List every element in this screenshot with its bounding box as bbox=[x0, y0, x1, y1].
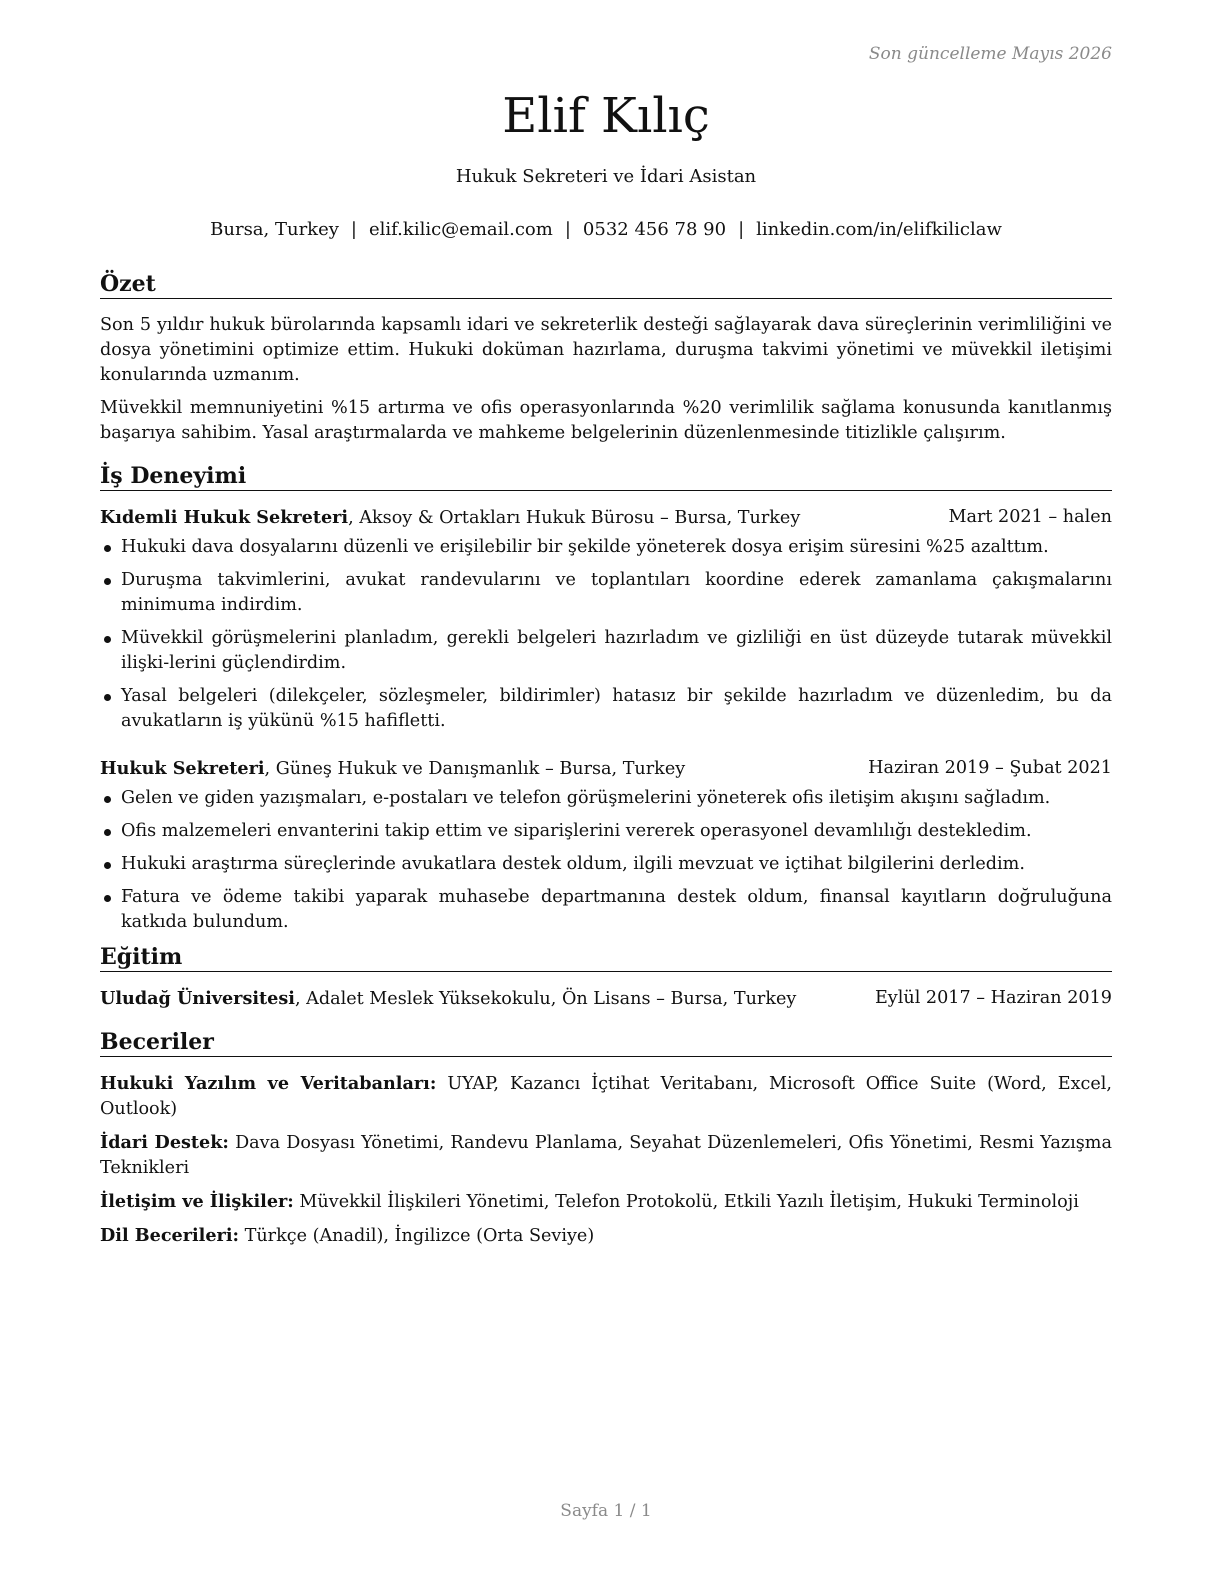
education-dates: Eylül 2017 – Haziran 2019 bbox=[874, 988, 1112, 1008]
resume-page bbox=[100, 0, 1112, 1584]
skills-label: Hukuki Yazılım ve Veritabanları: bbox=[100, 1073, 437, 1094]
contact-phone[interactable]: 0532 456 78 90 bbox=[582, 219, 727, 240]
contact-separator: | bbox=[564, 219, 571, 240]
job-title-line bbox=[100, 505, 800, 531]
candidate-title: Hukuk Sekreteri ve İdari Asistan bbox=[455, 166, 757, 187]
education-line bbox=[100, 986, 796, 1012]
job-bullet: Ofis malzemeleri envanterini takip ettim ve siparişlerini vererek operasyonel devamlılığı destekledim. bbox=[100, 819, 1112, 844]
job-organization: , Güneş Hukuk ve Danışmanlık – Bursa, Turkey bbox=[264, 759, 686, 779]
job-bullet: Gelen ve giden yazışmaları, e-postaları ve telefon görüşmelerini yöneterek ofis iletişim akışını sağladım. bbox=[100, 786, 1112, 811]
job-bullet: Hukuki dava dosyalarını düzenli ve erişilebilir bir şekilde yöneterek dosya erişim süresini %25 azalttım. bbox=[100, 535, 1112, 560]
job-bullets bbox=[100, 786, 1112, 935]
summary-paragraph: Müvekkil memnuniyetini %15 artırma ve ofis operasyonlarında %20 verimlilik sağlama konusunda kanıtlanmış başarıya sahibim. Yasal araştırmalarda ve mahkeme belgelerinin düzenlenmesinde titizlikle çalışırım. bbox=[100, 398, 1112, 443]
contact-email[interactable]: elif.kilic@email.com bbox=[369, 219, 553, 240]
candidate-name: Elif Kılıç bbox=[502, 88, 710, 144]
skills-value: UYAP, Kazancı İçtihat Veritabanı, Microsoft Office Suite (Word, Excel, Outlook) bbox=[100, 1074, 1113, 1119]
contact-location: Bursa, Turkey bbox=[210, 219, 339, 240]
page-number: Sayfa 1 / 1 bbox=[560, 1501, 652, 1521]
contact-separator: | bbox=[738, 219, 745, 240]
job-entry bbox=[100, 756, 1112, 935]
contact-linkedin[interactable]: linkedin.com/in/elifkiliclaw bbox=[756, 219, 1002, 240]
education-heading: Eğitim bbox=[100, 943, 1112, 972]
skills-label: İletişim ve İlişkiler: bbox=[100, 1191, 294, 1212]
skills-row bbox=[100, 1189, 1112, 1215]
skills-row bbox=[100, 1223, 1112, 1249]
job-bullets bbox=[100, 535, 1112, 734]
job-entry bbox=[100, 505, 1112, 734]
education-school: Uludağ Üniversitesi bbox=[100, 988, 295, 1009]
education-entry bbox=[100, 986, 1112, 1012]
last-updated-note: Son güncelleme Mayıs 2026 bbox=[868, 44, 1112, 64]
education-section bbox=[100, 943, 1112, 1012]
skills-label: İdari Destek: bbox=[100, 1132, 229, 1153]
summary-paragraph: Son 5 yıldır hukuk bürolarında kapsamlı idari ve sekreterlik desteği sağlayarak dava süreçlerinin verimliliğini ve dosya yönetimini optimize ettim. Hukuki doküman hazırlama, duruşma takvimi yönetimi ve müvekkil iletişimi konularında uzmanım. bbox=[100, 315, 1112, 385]
summary-section bbox=[100, 270, 1112, 446]
summary-heading: Özet bbox=[100, 270, 1112, 299]
job-bullet: Müvekkil görüşmelerini planladım, gerekli belgeleri hazırladım ve gizliliği en üst düzeyde tutarak müvekkil ilişki-lerini güçlendirdim. bbox=[100, 626, 1112, 676]
summary-body bbox=[100, 313, 1112, 446]
contact-line bbox=[100, 219, 1112, 240]
education-detail: , Adalet Meslek Yüksekokulu, Ön Lisans – Bursa, Turkey bbox=[294, 989, 797, 1009]
skills-section bbox=[100, 1028, 1112, 1249]
job-header bbox=[100, 756, 1112, 782]
skills-value: Türkçe (Anadil), İngilizce (Orta Seviye) bbox=[239, 1226, 595, 1246]
skills-label: Dil Becerileri: bbox=[100, 1225, 239, 1246]
resume-content bbox=[100, 270, 1112, 1249]
experience-heading: İş Deneyimi bbox=[100, 462, 1112, 491]
job-organization: , Aksoy & Ortakları Hukuk Bürosu – Bursa, Turkey bbox=[348, 508, 801, 528]
skills-row bbox=[100, 1071, 1112, 1122]
experience-section bbox=[100, 462, 1112, 935]
job-role: Hukuk Sekreteri bbox=[100, 758, 265, 779]
job-bullet: Fatura ve ödeme takibi yaparak muhasebe departmanına destek oldum, finansal kayıtların doğruluğuna katkıda bulundum. bbox=[100, 885, 1112, 935]
job-header bbox=[100, 505, 1112, 531]
job-bullet: Hukuki araştırma süreçlerinde avukatlara destek oldum, ilgili mevzuat ve içtihat bilgilerini derledim. bbox=[100, 852, 1112, 877]
job-bullet: Yasal belgeleri (dilekçeler, sözleşmeler, bildirimler) hatasız bir şekilde hazırladım ve düzenledim, bu da avukatların iş yükünü %15 hafifletti. bbox=[100, 684, 1112, 734]
contact-separator: | bbox=[350, 219, 357, 240]
job-bullet: Duruşma takvimlerini, avukat randevularını ve toplantıları koordine ederek zamanlama çakışmalarını minimuma indirdim. bbox=[100, 568, 1112, 618]
skills-heading: Beceriler bbox=[100, 1028, 1112, 1057]
skills-value: Dava Dosyası Yönetimi, Randevu Planlama, Seyahat Düzenlemeleri, Ofis Yönetimi, Resmi Yazışma Teknikleri bbox=[100, 1133, 1112, 1178]
skills-value: Müvekkil İlişkileri Yönetimi, Telefon Protokolü, Etkili Yazılı İletişim, Hukuki Terminoloji bbox=[293, 1192, 1079, 1212]
job-dates: Haziran 2019 – Şubat 2021 bbox=[868, 758, 1112, 778]
job-dates: Mart 2021 – halen bbox=[948, 507, 1112, 527]
skills-row bbox=[100, 1130, 1112, 1181]
job-role: Kıdemli Hukuk Sekreteri bbox=[100, 507, 349, 528]
job-title-line bbox=[100, 756, 685, 782]
